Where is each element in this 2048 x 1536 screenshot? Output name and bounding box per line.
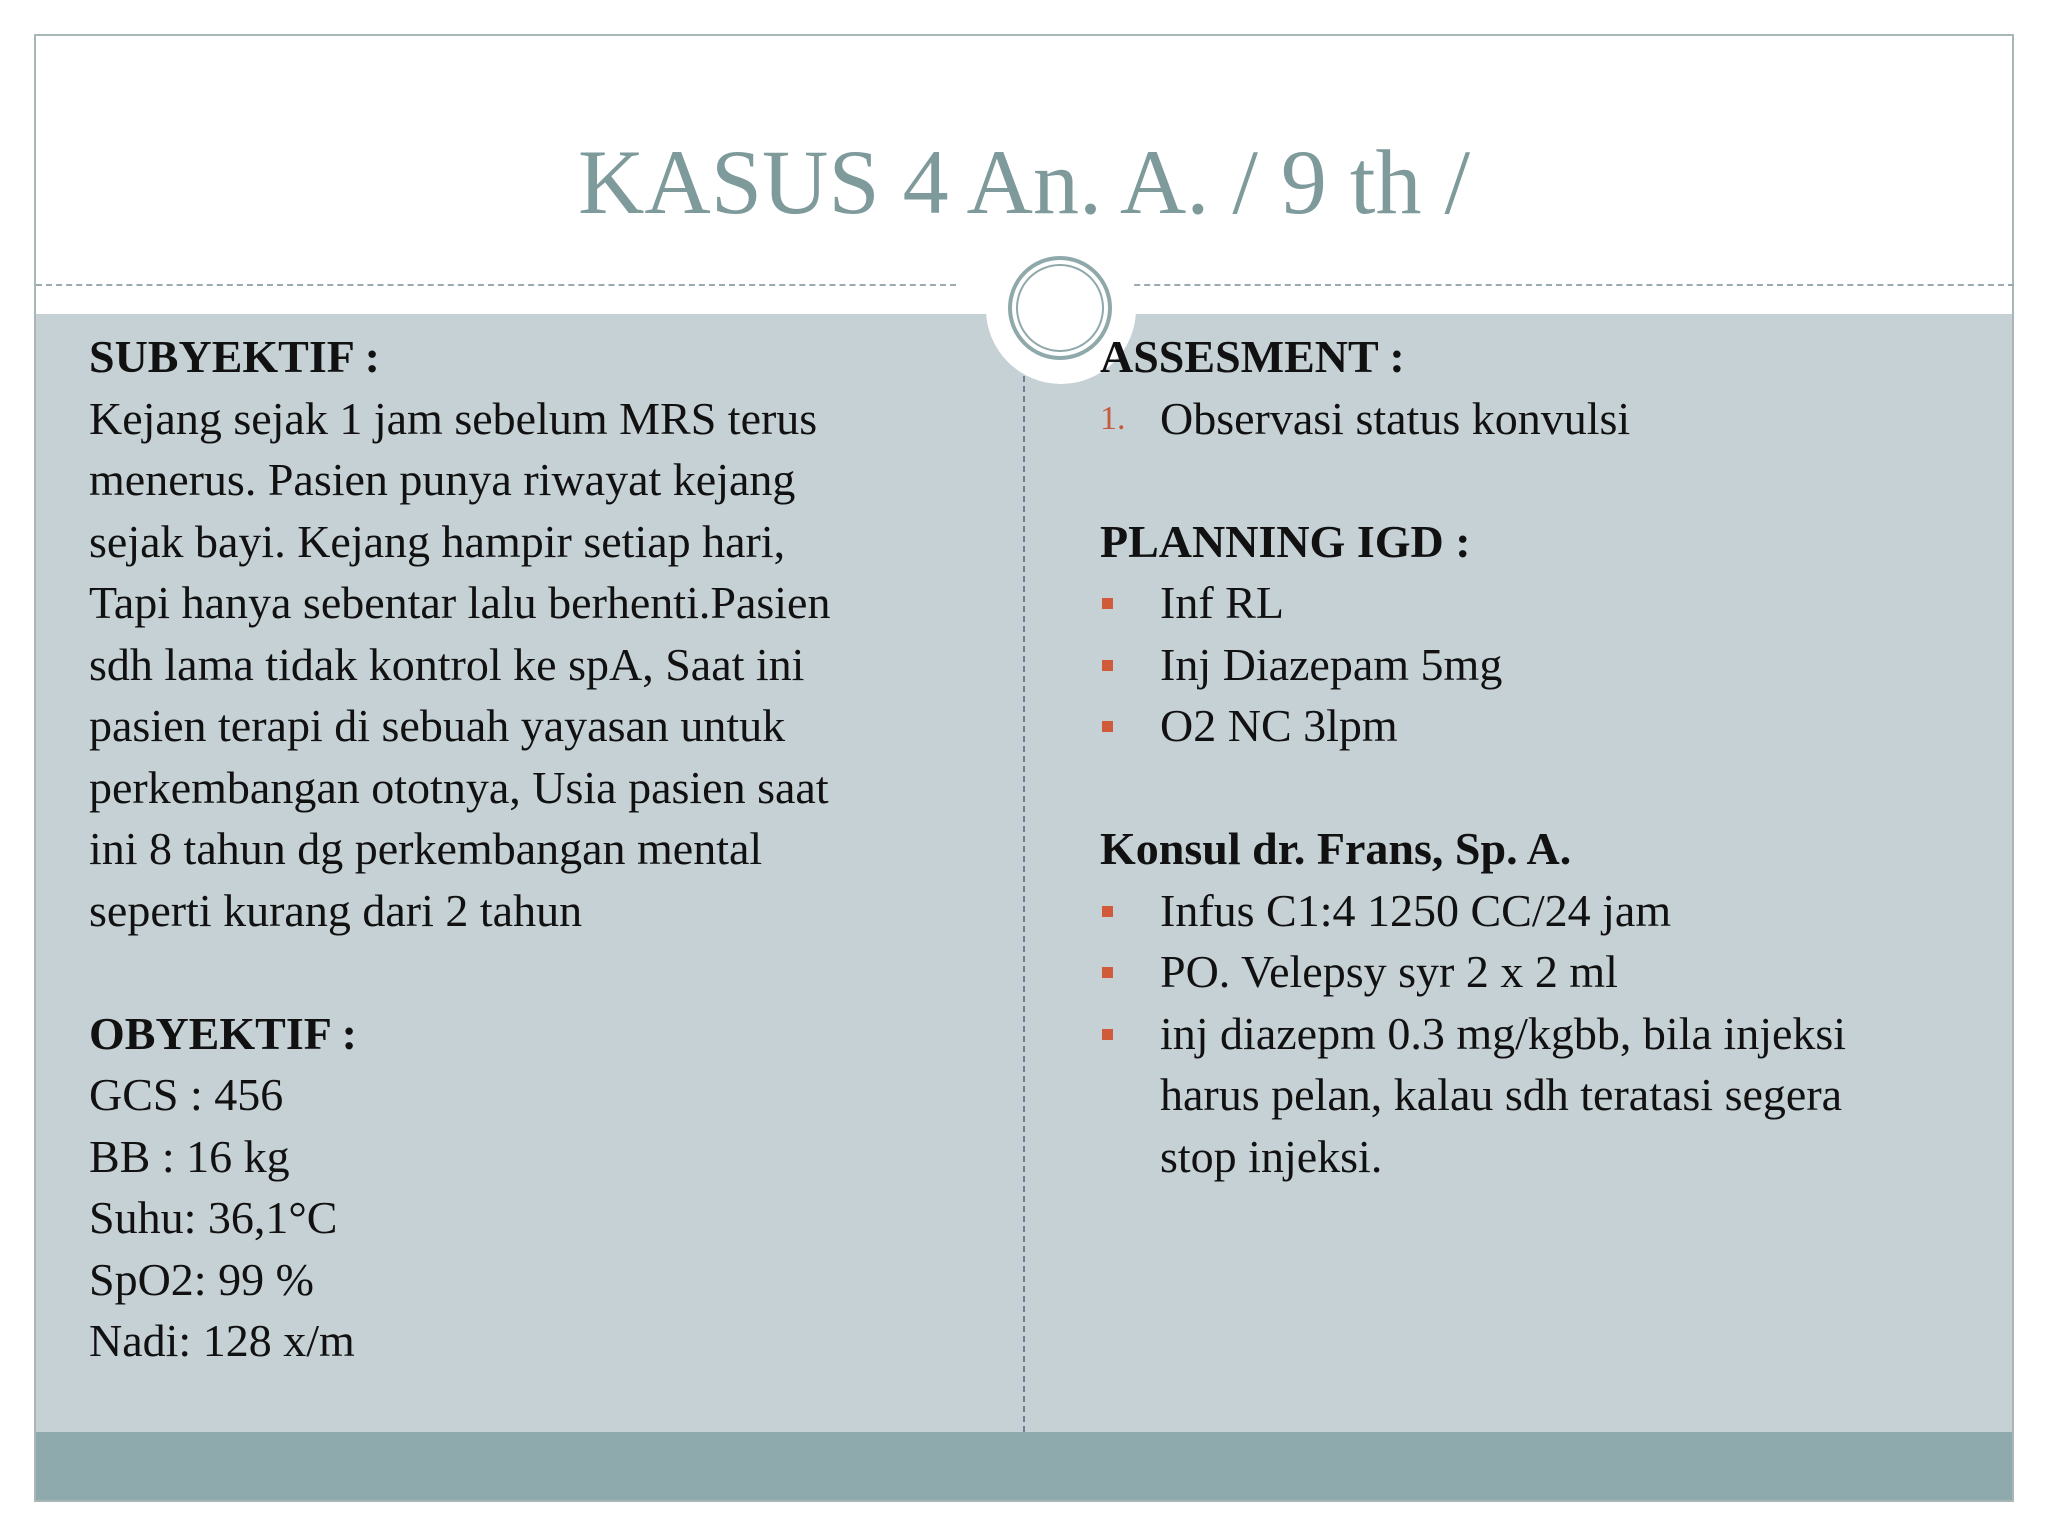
objective-line-nadi: Nadi: 128 x/m — [89, 1315, 355, 1366]
subjective-text: Kejang sejak 1 jam sebelum MRS terus menerus. Pasien punya riwayat kejang sejak bayi. Kejang hampir setiap hari, Tapi hanya sebentar lalu berhenti.Pasien sdh lama tidak kontrol ke spA, Saat ini pasien terapi di sebuah yayasan untuk perkembangan ototnya, Usia pasien saat ini 8 tahun dg perkembangan mental seperti kurang dari 2 tahun — [89, 392, 831, 936]
spacer — [1100, 757, 2000, 819]
planning-item — [1100, 572, 2000, 634]
square-bullet-icon — [1102, 660, 1113, 671]
square-bullet-icon — [1102, 721, 1113, 732]
planning-item — [1100, 634, 2000, 696]
spacer — [1100, 449, 2000, 511]
slide-title: KASUS 4 An. A. / 9 th / — [577, 131, 1471, 233]
konsul-item-text: Infus C1:4 1250 CC/24 jam — [1160, 884, 1672, 936]
right-column — [1100, 326, 2000, 1187]
planning-item-text: Inj Diazepam 5mg — [1160, 638, 1503, 690]
objective-line-spo2: SpO2: 99 % — [89, 1253, 314, 1305]
title-divider-right — [1094, 284, 2014, 286]
subjective-heading: SUBYEKTIF : — [89, 331, 380, 382]
assessment-item — [1100, 388, 2000, 450]
objective-line-suhu: Suhu: 36,1°C — [89, 1192, 338, 1243]
konsul-item — [1100, 880, 2000, 942]
planning-item-text: Inf RL — [1160, 577, 1284, 628]
column-divider — [1023, 376, 1025, 1432]
assessment-item-text: Observasi status konvulsi — [1160, 392, 1631, 444]
square-bullet-icon — [1102, 1029, 1113, 1040]
konsul-heading: Konsul dr. Frans, Sp. A. — [1100, 823, 1572, 874]
footer-bar — [36, 1432, 2012, 1500]
objective-line-gcs: GCS : 456 — [89, 1069, 284, 1120]
slide — [34, 34, 2014, 1502]
objective-heading: OBYEKTIF : — [89, 1007, 357, 1059]
planning-heading: PLANNING IGD : — [1100, 515, 1471, 567]
spacer — [89, 941, 989, 1003]
konsul-item — [1100, 941, 2000, 1003]
ring-inner-ornament-icon — [1016, 264, 1104, 352]
title-divider-left — [36, 284, 956, 286]
objective-line-bb: BB : 16 kg — [89, 1130, 290, 1182]
konsul-item-text: PO. Velepsy syr 2 x 2 ml — [1160, 946, 1618, 997]
konsul-item — [1100, 1003, 2000, 1188]
list-number: 1. — [1100, 399, 1126, 437]
left-column — [89, 326, 989, 1372]
planning-item-text: O2 NC 3lpm — [1160, 700, 1398, 751]
assessment-heading: ASSESMENT : — [1100, 331, 1405, 382]
square-bullet-icon — [1102, 906, 1113, 917]
konsul-item-text: inj diazepm 0.3 mg/kgbb, bila injeksi harus pelan, kalau sdh teratasi segera stop injeksi. — [1160, 1007, 1847, 1182]
square-bullet-icon — [1102, 598, 1113, 609]
planning-item — [1100, 695, 2000, 757]
square-bullet-icon — [1102, 967, 1113, 978]
